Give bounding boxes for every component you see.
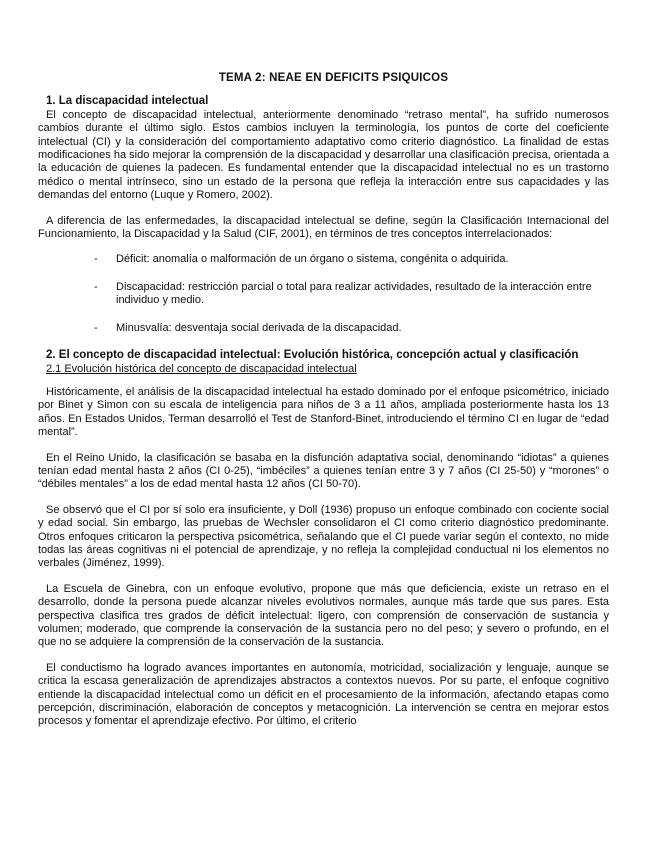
list-dash: - [94, 253, 98, 266]
section-1-heading: 1. La discapacidad intelectual [46, 95, 209, 108]
concept-item-discapacidad [38, 281, 609, 308]
list-dash: - [94, 280, 98, 293]
concept-text: Discapacidad: restricción parcial o total para realizar actividades, resultado de la interacción entre individuo y medio. [116, 280, 592, 307]
section-2-heading: 2. El concepto de discapacidad intelectual: Evolución histórica, concepción actual y clasificación [46, 349, 579, 362]
history-paragraph-5: El conductismo ha logrado avances importantes en autonomía, motricidad, socialización y lenguaje, aunque se critica la escasa generalización de aprendizajes abstractos a contextos nuevos. Por su parte, el enfoque cognitivo entiende la discapacidad intelectual como un déficit en el procesamiento de la información, afectando etapas como percepción, discriminación, elaboración de conceptos y metacognición. La intervención se centra en mejorar estos procesos y fomentar el aprendizaje efectivo. Por último, el criterio [38, 661, 609, 728]
section-1-paragraph-1: El concepto de discapacidad intelectual, anteriormente denominado “retraso mental”, ha sufrido numerosos cambios durante el último siglo. Estos cambios incluyen la terminología, los puntos de corte del coeficiente intelectual (CI) y la consideración del comportamiento adaptativo como criterio diagnóstico. La finalidad de estas modificaciones ha sido mejorar la comprensión de la discapacidad y desarrollar una clasificación precisa, orientada a la educación de quienes la padecen. Es fundamental entender que la discapacidad intelectual no es un trastorno médico o mental intrínseco, sino un estado de la persona que refleja la interacción entre sus capacidades y las demandas del entorno (Luque y Romero, 2002). [38, 108, 609, 202]
document-page [38, 72, 609, 741]
section-2-1-subheading: 2.1 Evolución histórica del concepto de discapacidad intelectual [46, 362, 357, 375]
document-title: TEMA 2: NEAE EN DEFICITS PSIQUICOS [218, 72, 449, 84]
list-dash: - [94, 321, 98, 334]
history-paragraph-2: En el Reino Unido, la clasificación se basaba en la disfunción adaptativa social, denominando “idiotas” a quienes tenían edad mental hasta 2 años (CI 0-25), “imbéciles” a quienes tenían entre 3 y 7 años (CI 25-50) y “morones” o “débiles mentales” a los de edad mental hasta 12 años (CI 50-70). [38, 451, 609, 491]
concept-text: Minusvalía: desventaja social derivada de la discapacidad. [116, 321, 402, 334]
concept-item-deficit [38, 253, 609, 266]
history-paragraph-3: Se observó que el CI por sí solo era insuficiente, y Doll (1936) propuso un enfoque combinado con cociente social y edad social. Sin embargo, las pruebas de Wechsler consolidaron el CI como criterio diagnóstico predominante. Otros enfoques criticaron la perspectiva psicométrica, señalando que el CI puede variar según el contexto, no mide todas las áreas cognitivas ni el potencial de aprendizaje, y no refleja la complejidad conductual ni los elementos no verbales (Jiménez, 1999). [38, 503, 609, 570]
section-1-paragraph-2: A diferencia de las enfermedades, la discapacidad intelectual se define, según la Clasificación Internacional del Funcionamiento, la Discapacidad y la Salud (CIF, 2001), en términos de tres conceptos interrelacionados: [38, 214, 609, 241]
history-paragraph-1: Históricamente, el análisis de la discapacidad intelectual ha estado dominado por el enfoque psicométrico, iniciado por Binet y Simon con su escala de inteligencia para niños de 3 a 11 años, ampliada posteriormente hasta los 13 años. En Estados Unidos, Terman desarrolló el Test de Stanford-Binet, introduciendo el término CI en lugar de “edad mental”. [38, 385, 609, 439]
concept-item-minusvalia [38, 322, 609, 335]
concepts-list [38, 253, 609, 335]
concept-text: Déficit: anomalía o malformación de un órgano o sistema, congénita o adquirida. [116, 253, 509, 266]
history-paragraph-4: La Escuela de Ginebra, con un enfoque evolutivo, propone que más que deficiencia, existe un retraso en el desarrollo, donde la persona puede alcanzar niveles evolutivos normales, aunque más tarde que sus pares. Esta perspectiva clasifica tres grados de déficit intelectual: ligero, con comprensión de conservación de sustancia y volumen; moderado, que comprende la conservación de la sustancia pero no del peso; y severo o profundo, en el que no se adquiere la comprensión de la conservación de la sustancia. [38, 582, 609, 649]
